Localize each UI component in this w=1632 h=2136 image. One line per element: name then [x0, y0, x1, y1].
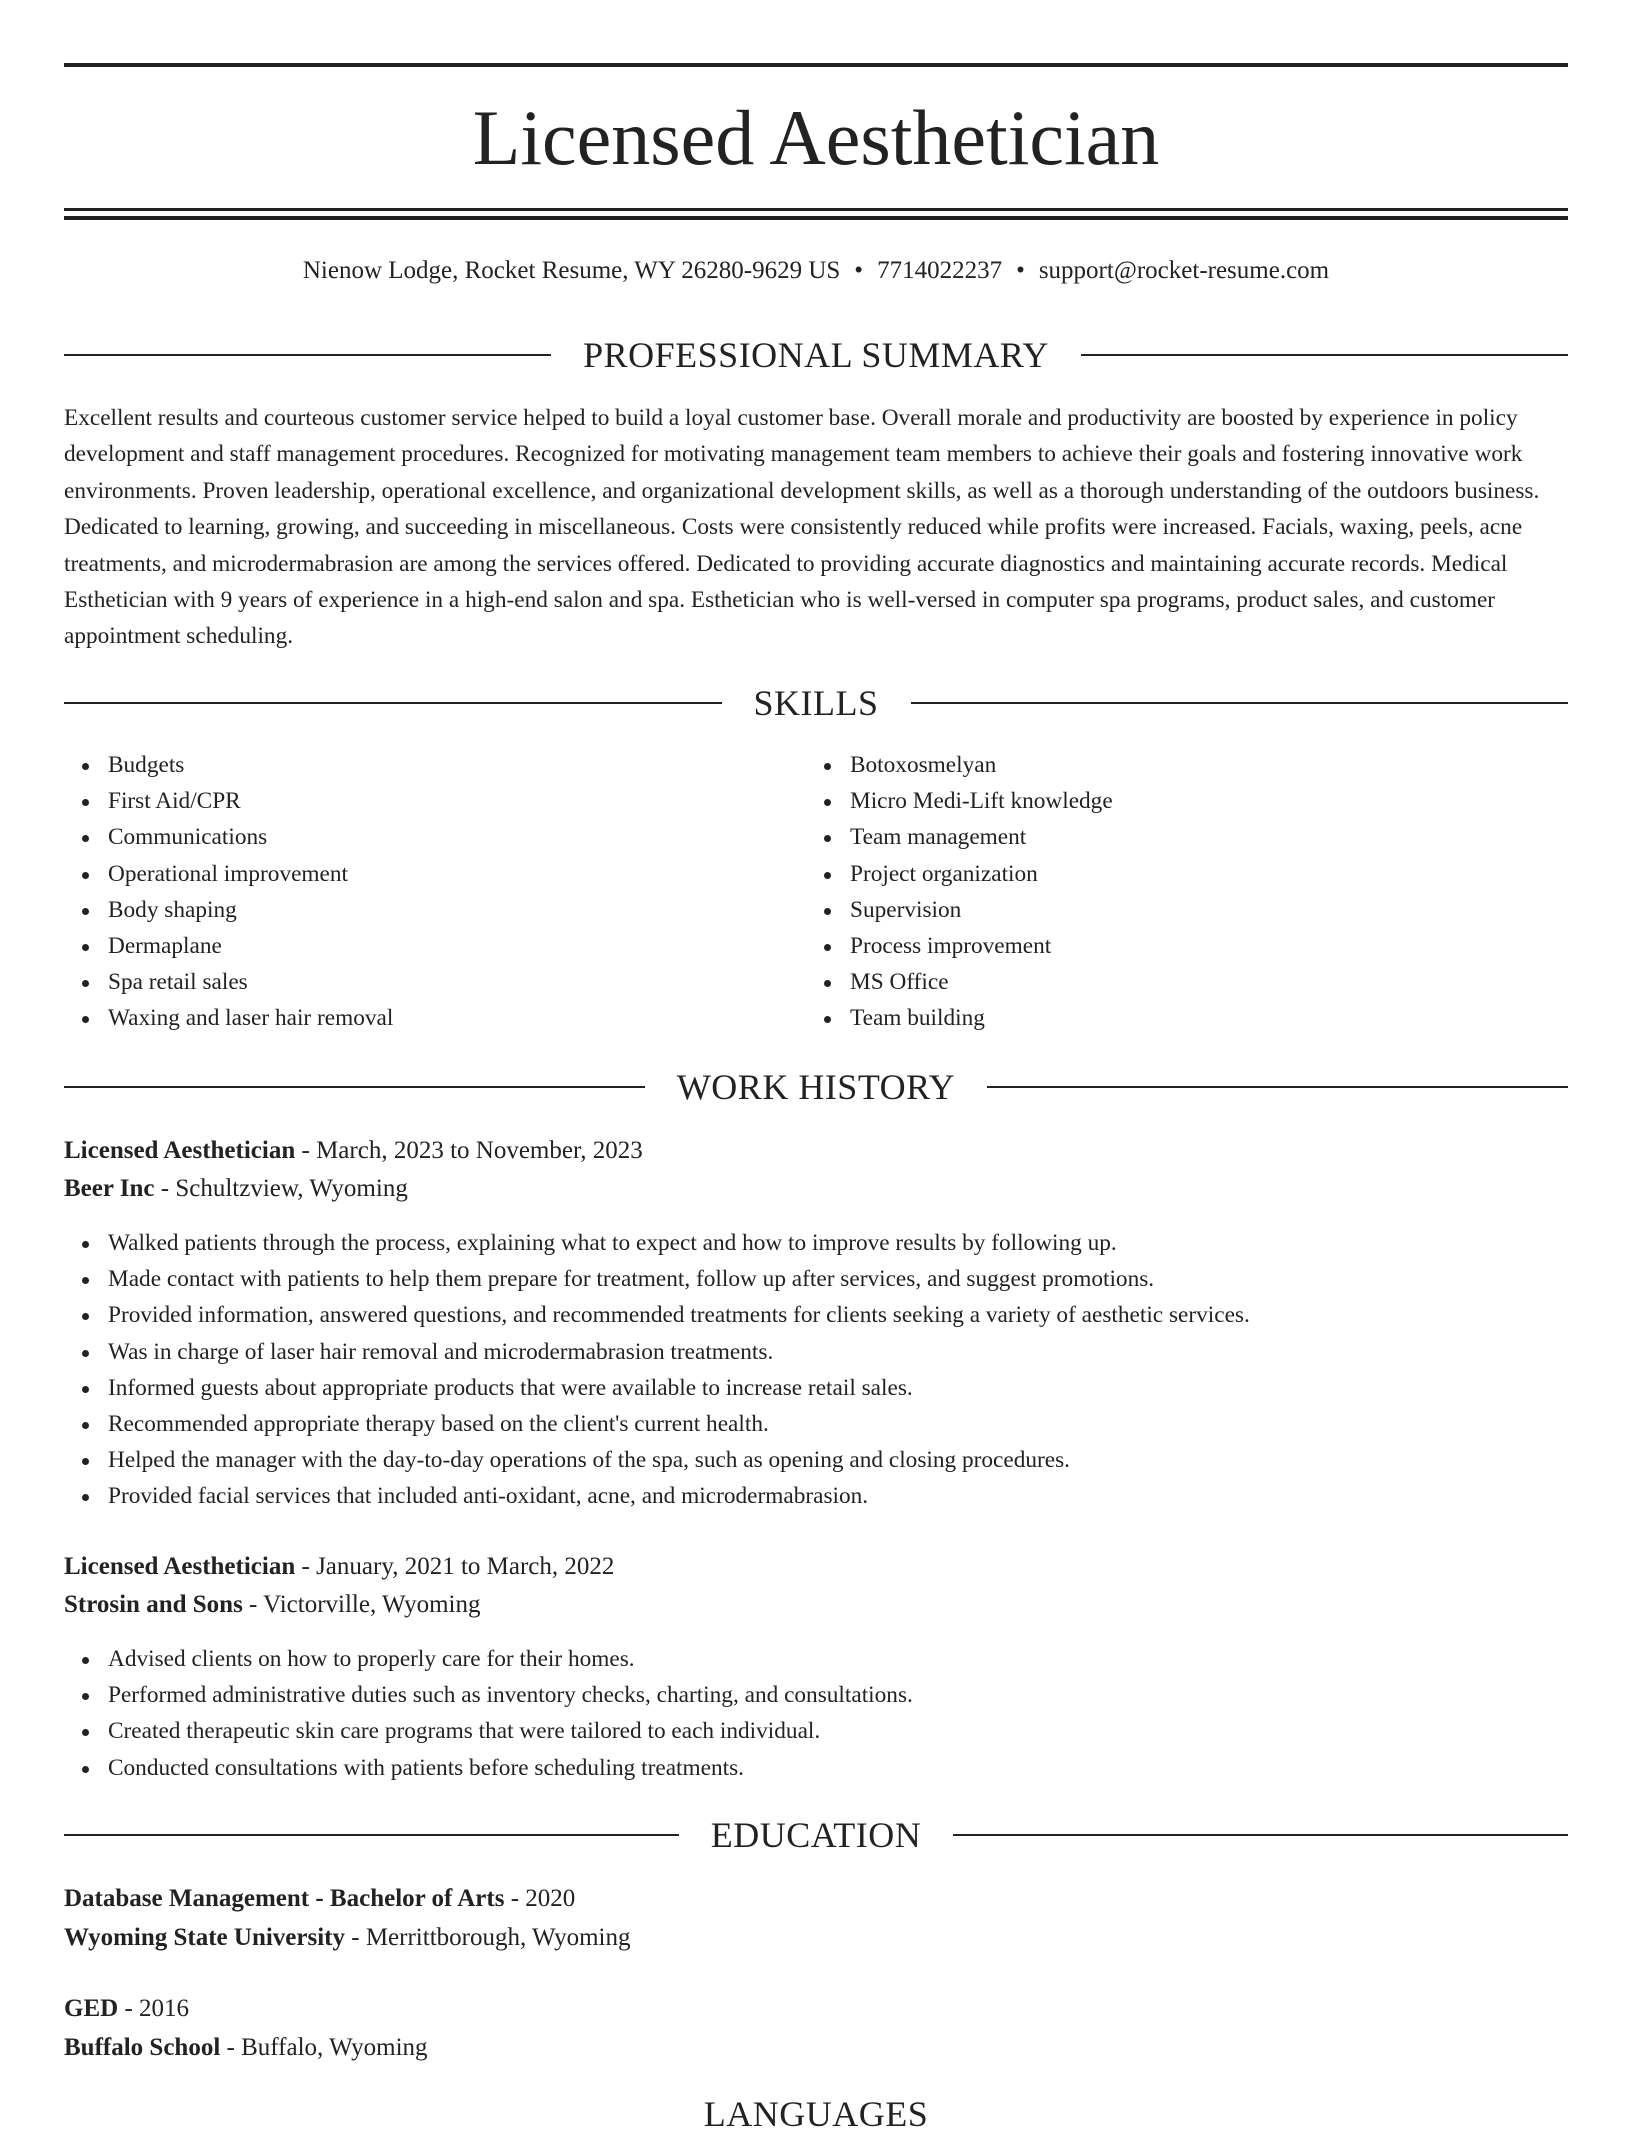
skills-section-heading	[64, 681, 1568, 725]
education-school-line	[64, 1919, 1568, 1957]
education-location: - Merrittborough, Wyoming	[345, 1924, 631, 1951]
job-dates: - March, 2023 to November, 2023	[295, 1137, 643, 1164]
skill-item: Budgets	[108, 747, 806, 783]
skill-item: Team management	[850, 819, 1548, 855]
section-rule	[64, 1086, 645, 1088]
work-section-heading	[64, 1065, 1568, 1109]
job-duty: Informed guests about appropriate products that were available to increase retail sales.	[108, 1370, 1568, 1406]
skills-column-right	[806, 747, 1548, 1037]
summary-text: Excellent results and courteous customer service helped to build a loyal customer base. Overall morale and productivity are boosted by experience in policy development and staff management procedures. Recognized for motivating management team members to achieve their goals and fostering innovative work environments. Proven leadership, operational excellence, and organizational development skills, as well as a thorough understanding of the outdoors business. Dedicated to learning, growing, and succeeding in miscellaneous. Costs were consistently reduced while profits were increased. Facials, waxing, peels, acne treatments, and microdermabrasion are among the services offered. Dedicated to providing accurate diagnostics and maintaining accurate records. Medical Esthetician with 9 years of experience in a high-end salon and spa. Esthetician who is well-versed in computer spa programs, product sales, and customer appointment scheduling.	[64, 405, 1540, 650]
job-title: Licensed Aesthetician	[64, 1137, 296, 1164]
work-heading: WORK HISTORY	[676, 1067, 956, 1107]
skill-item: First Aid/CPR	[108, 783, 806, 819]
contact-line	[64, 254, 1568, 288]
section-rule	[911, 702, 1569, 704]
education-year: - 2016	[118, 1995, 190, 2022]
skill-item: Process improvement	[850, 928, 1548, 964]
skill-item: Team building	[850, 1000, 1548, 1036]
skill-item: Dermaplane	[108, 928, 806, 964]
job-duty: Performed administrative duties such as inventory checks, charting, and consultations.	[108, 1677, 1568, 1713]
education-degree: Database Management - Bachelor of Arts	[64, 1885, 505, 1912]
job-duties-list	[64, 1641, 1568, 1786]
header-rule-upper	[64, 208, 1568, 211]
languages-heading: LANGUAGES	[703, 2094, 929, 2134]
job-title-line	[64, 1548, 1568, 1586]
education-school: Wyoming State University	[64, 1924, 345, 1951]
job-duty: Provided information, answered questions, and recommended treatments for clients seeking a variety of aesthetic services.	[108, 1297, 1568, 1333]
skill-item: Project organization	[850, 856, 1548, 892]
section-rule	[953, 1834, 1568, 1836]
skills-column-left	[64, 747, 806, 1037]
job-duty: Walked patients through the process, explaining what to expect and how to improve results by following up.	[108, 1225, 1568, 1261]
section-rule	[64, 702, 722, 704]
section-rule	[64, 1834, 679, 1836]
education-school: Buffalo School	[64, 2034, 221, 2061]
job-duty: Created therapeutic skin care programs that were tailored to each individual.	[108, 1713, 1568, 1749]
skill-item: Communications	[108, 819, 806, 855]
section-rule	[1081, 354, 1568, 356]
contact-separator: •	[1016, 257, 1025, 284]
education-degree: GED	[64, 1995, 119, 2022]
job-title-line	[64, 1132, 1568, 1170]
job-duty: Advised clients on how to properly care for their homes.	[108, 1641, 1568, 1677]
contact-address: Nienow Lodge, Rocket Resume, WY 26280-9629 US	[302, 257, 841, 284]
job-company: Strosin and Sons	[64, 1591, 243, 1618]
header-rule-lower	[64, 216, 1568, 220]
job-duty: Recommended appropriate therapy based on the client's current health.	[108, 1406, 1568, 1442]
job-location: - Schultzview, Wyoming	[154, 1175, 408, 1202]
job-location: - Victorville, Wyoming	[242, 1591, 481, 1618]
education-heading: EDUCATION	[710, 1815, 922, 1855]
skill-item: Spa retail sales	[108, 964, 806, 1000]
skill-item: Botoxosmelyan	[850, 747, 1548, 783]
summary-heading: PROFESSIONAL SUMMARY	[583, 335, 1049, 375]
job-company-line	[64, 1170, 1568, 1208]
education-year: - 2020	[504, 1885, 576, 1912]
education-degree-line	[64, 1880, 1568, 1918]
skill-item: Operational improvement	[108, 856, 806, 892]
section-rule	[64, 354, 551, 356]
top-rule	[64, 63, 1568, 67]
languages-section-heading	[64, 2092, 1568, 2136]
education-degree-line	[64, 1990, 1568, 2028]
job-duty: Made contact with patients to help them prepare for treatment, follow up after services, and suggest promotions.	[108, 1261, 1568, 1297]
education-section-heading	[64, 1813, 1568, 1857]
skills-heading: SKILLS	[753, 683, 879, 723]
job-duty: Conducted consultations with patients before scheduling treatments.	[108, 1750, 1568, 1786]
skills-list	[64, 747, 1568, 1037]
education-location: - Buffalo, Wyoming	[220, 2034, 428, 2061]
job-company-line	[64, 1586, 1568, 1624]
skill-item: Micro Medi-Lift knowledge	[850, 783, 1548, 819]
job-duty: Helped the manager with the day-to-day operations of the spa, such as opening and closing procedures.	[108, 1442, 1568, 1478]
contact-separator: •	[854, 257, 864, 284]
contact-email: support@rocket-resume.com	[1038, 257, 1330, 284]
education-school-line	[64, 2029, 1568, 2067]
skill-item: Supervision	[850, 892, 1548, 928]
skill-item: MS Office	[850, 964, 1548, 1000]
resume-name: Licensed Aesthetician	[472, 94, 1160, 181]
summary-section-heading	[64, 333, 1568, 377]
job-company: Beer Inc	[64, 1175, 155, 1202]
job-duty: Was in charge of laser hair removal and microdermabrasion treatments.	[108, 1334, 1568, 1370]
section-rule	[987, 1086, 1568, 1088]
contact-phone: 7714022237	[877, 257, 1003, 284]
job-title: Licensed Aesthetician	[64, 1553, 296, 1580]
job-duties-list	[64, 1225, 1568, 1515]
job-dates: - January, 2021 to March, 2022	[295, 1553, 615, 1580]
skill-item: Waxing and laser hair removal	[108, 1000, 806, 1036]
job-duty: Provided facial services that included anti-oxidant, acne, and microdermabrasion.	[108, 1478, 1568, 1514]
skill-item: Body shaping	[108, 892, 806, 928]
